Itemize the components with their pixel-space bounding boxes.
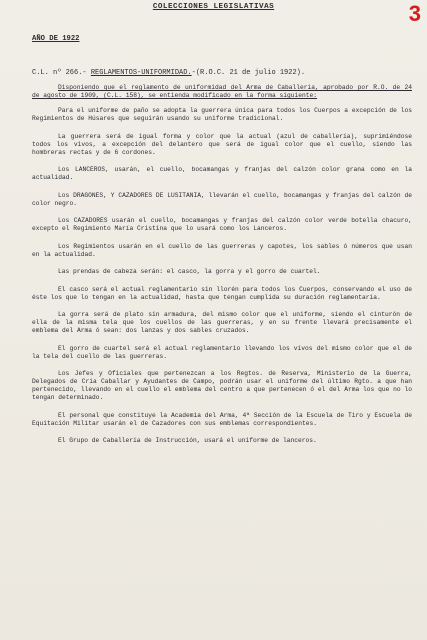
record-subject: REGLAMENTOS-UNIFORMIDAD. xyxy=(90,69,192,77)
paragraph-lanceros: Los LANCEROS, usarán, el cuello, bocamangas y franjas del calzón color grana como en la actualidad. xyxy=(32,166,412,181)
paragraph-grupo: El Grupo de Caballería de Instrucción, usará el uniforme de lanceros. xyxy=(58,437,317,444)
page-number: 3 xyxy=(408,1,421,26)
page-header-title: COLECCIONES LEGISLATIVAS xyxy=(152,3,275,11)
year-heading xyxy=(32,35,79,43)
paragraph-uniform: Para el uniforme de paño se adopta la guerrera única para todos los Cuerpos a excepción de los Regimientos de Húsares que seguirán usando su uniforme tradicional. xyxy=(32,107,412,122)
record-date: -(R.O.C. 21 de julio 1922). xyxy=(191,69,306,77)
paragraph-cazadores: Los CAZADORES usarán el cuello, bocamangas y franjas del calzón color verde botella chacuro, excepto el Regimiento María Cristina que lo usará como los Lanceros. xyxy=(32,217,412,232)
paragraph-regimientos: Los Regimientos usarán en el cuello de las guerreras y capotes, los sables ó números que usan en la actualidad. xyxy=(32,242,412,258)
paragraph-jefes: Los Jefes y Oficiales que pertenezcan a los Regtos. de Reserva, Ministerio de la Guerra, Delegados de Cría Caballar y Ayudantes de Campo, podrán usar el uniforme del último Rgto. a que han pertenecido, llevando en el cuello el emblema del centro a que pertenecen ó el del Arma los que no lo tengan determinado. xyxy=(32,370,412,401)
paragraph-dragones: Los DRAGONES, Y CAZADORES DE LUSITANIA, llevarán el cuello, bocamangas y franjas del calzón de color negro. xyxy=(32,191,412,207)
paragraph-prendas: Las prendas de cabeza serán: el casco, la gorra y el gorro de cuartel. xyxy=(58,268,321,275)
document-body xyxy=(32,84,412,445)
record-heading xyxy=(32,69,305,77)
paragraph-guerrera: La guerrera será de igual forma y color que la actual (azul de caballería), suprimiéndose todos los vivos, a excepción del delantero que será de igual color que el cuello, siendo las hombreras rectas y de 6 cordones. xyxy=(32,132,412,156)
paragraph-casco: El casco será el actual reglamentario sin llorén para todos los Cuerpos, conservando el uso de éste los que lo tengan en la actualidad, hasta que tengan cumplida su duración reglamentaria. xyxy=(32,285,412,301)
record-code: C.L. nº 266.- xyxy=(32,69,87,77)
paragraph-gorro: El gorro de cuartel será el actual reglamentario llevando los vivos del mismo color que el de la tela del cuello de las guerreras. xyxy=(32,344,412,360)
paragraph-intro: Disponiendo que el reglamento de uniformidad del Arma de Caballería, aprobado por R.O. de 24 de agosto de 1909, (C.L. 158), se entienda modificado en la forma siguiente: xyxy=(32,84,412,99)
paragraph-gorra: La gorra será de plato sin armadura, del mismo color que el uniforme, siendo el cinturón de ella de la misma tela que los cuellos de las guerreras, y en su frente llevará precisamente el emblema del Arma ó sean: dos lanzas y dos sables cruzados. xyxy=(32,311,412,334)
paragraph-personal: El personal que constituye la Academia del Arma, 4ª Sección de la Escuela de Tiro y Escuela de Equitación Militar usarán el de Cazadores con sus emblemas correspondientes. xyxy=(32,411,412,427)
year-label: AÑO DE 1922 xyxy=(32,35,80,43)
